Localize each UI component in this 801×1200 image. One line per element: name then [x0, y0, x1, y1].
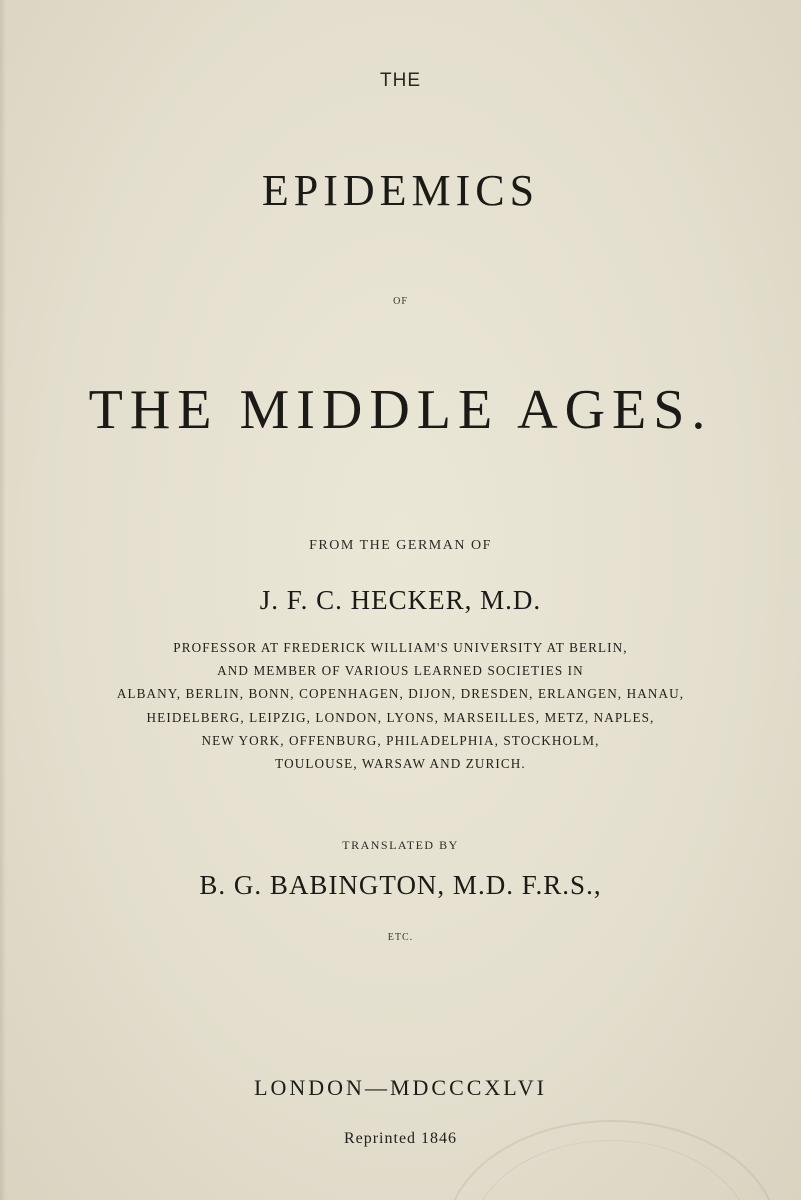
author-description-line: TOULOUSE, WARSAW AND ZURICH. [275, 756, 526, 771]
author-description-line: NEW YORK, OFFENBURG, PHILADELPHIA, STOCKHOLM, [201, 733, 600, 748]
imprint-line: LONDON—MDCCCXLVI [254, 1075, 547, 1100]
author-description-line: HEIDELBERG, LEIPZIG, LONDON, LYONS, MARSEILLES, METZ, NAPLES, [146, 710, 655, 725]
heading-middle-ages: THE MIDDLE AGES. [88, 379, 713, 441]
translated-by-line: TRANSLATED BY [342, 838, 459, 852]
author-description-line: AND MEMBER OF VARIOUS LEARNED SOCIETIES IN [217, 663, 584, 678]
library-stamp-inner-ring [470, 1140, 752, 1200]
author-name: J. F. C. HECKER, M.D. [259, 585, 542, 615]
heading-of: OF [393, 296, 408, 307]
author-description-line: ALBANY, BERLIN, BONN, COPENHAGEN, DIJON, DRESDEN, ERLANGEN, HANAU, [116, 686, 685, 701]
author-description-line: PROFESSOR AT FREDERICK WILLIAM'S UNIVERSITY AT BERLIN, [173, 640, 628, 655]
translator-name: B. G. BABINGTON, M.D. F.R.S., [199, 870, 602, 900]
etc-line: ETC. [387, 932, 414, 943]
heading-the: THE [380, 70, 421, 91]
reprinted-line: Reprinted 1846 [343, 1130, 458, 1147]
from-german-line: FROM THE GERMAN OF [309, 538, 492, 553]
heading-epidemics: EPIDEMICS [261, 166, 540, 215]
